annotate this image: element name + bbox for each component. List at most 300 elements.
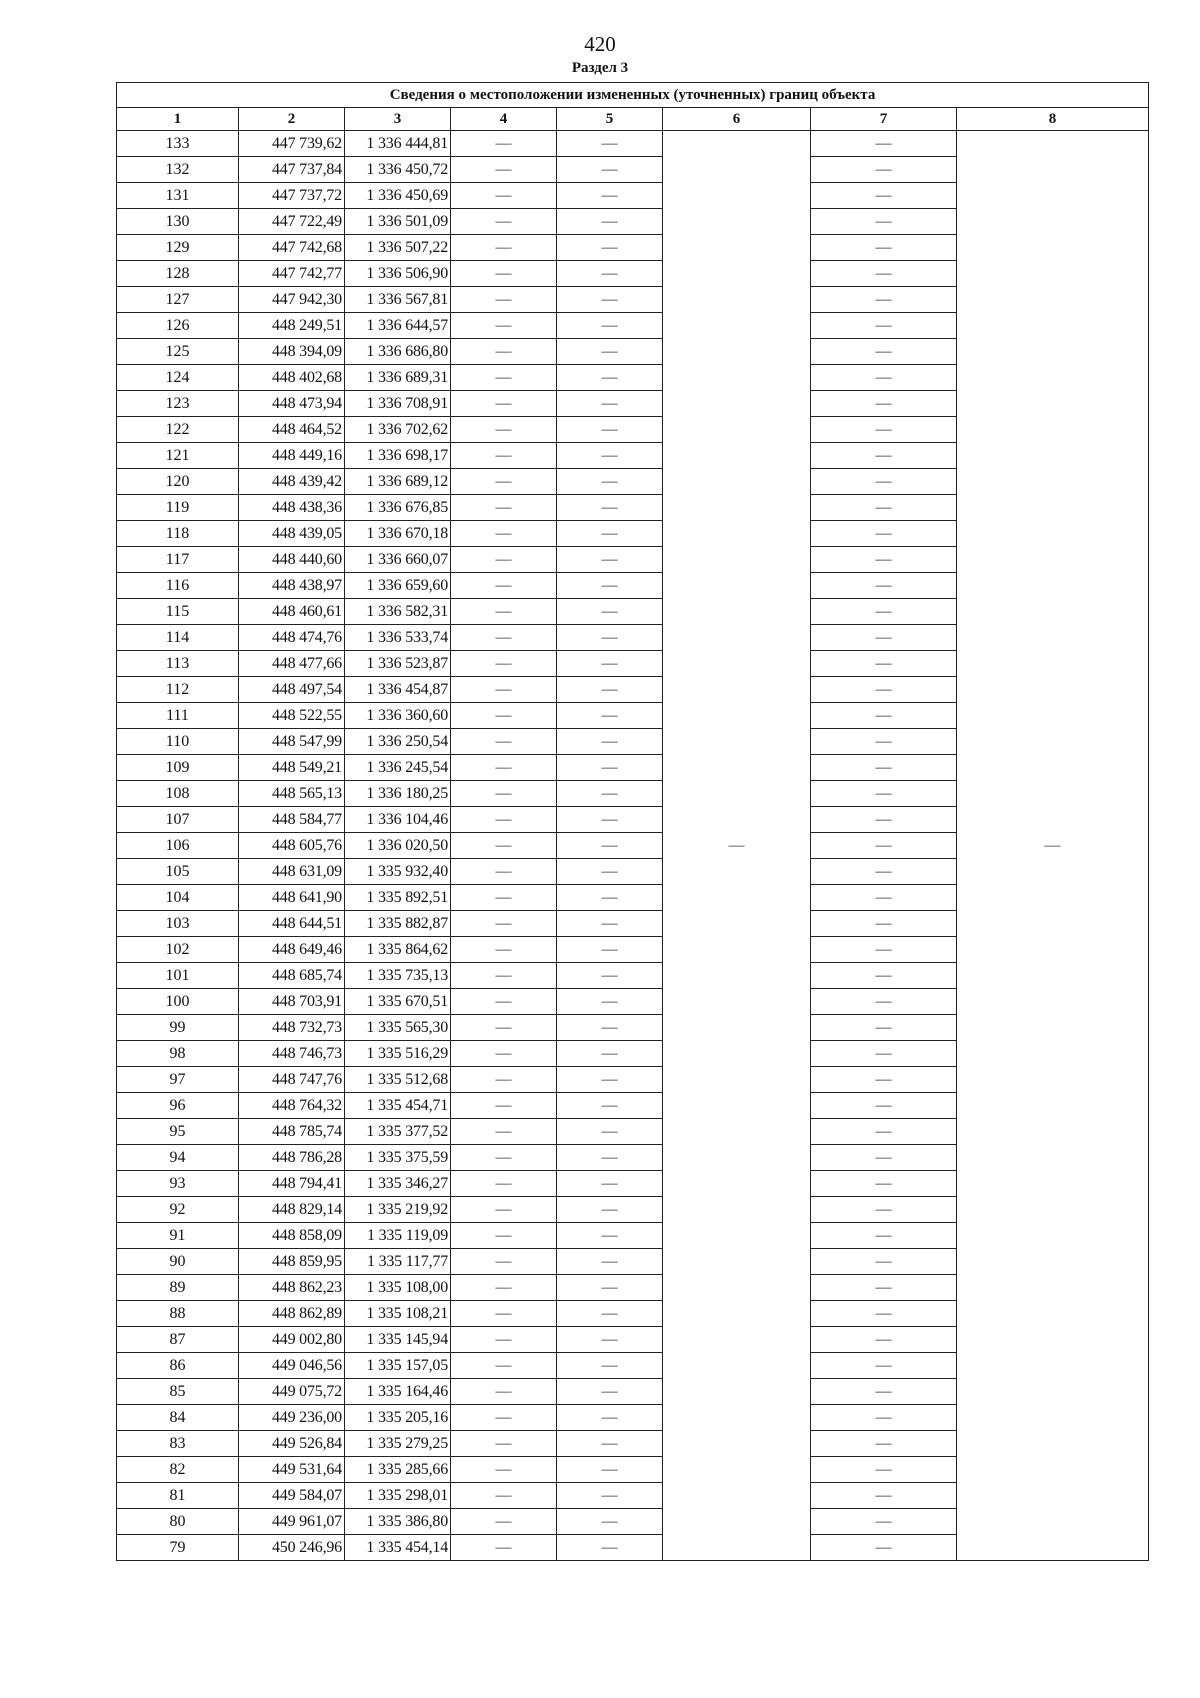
coordinate-y: 1 336 582,31 (345, 599, 451, 625)
col5-value: — (557, 391, 663, 417)
coordinate-y: 1 336 250,54 (345, 729, 451, 755)
column-header: 6 (663, 108, 811, 131)
coordinate-y: 1 335 565,30 (345, 1015, 451, 1041)
col5-value: — (557, 1197, 663, 1223)
point-number: 117 (117, 547, 239, 573)
coordinate-x: 448 732,73 (239, 1015, 345, 1041)
col4-value: — (451, 469, 557, 495)
point-number: 104 (117, 885, 239, 911)
point-number: 120 (117, 469, 239, 495)
column-header: 7 (811, 108, 957, 131)
coordinate-x: 448 549,21 (239, 755, 345, 781)
page-number: 420 (584, 32, 616, 56)
col7-value: — (811, 1535, 957, 1561)
coordinate-x: 449 236,00 (239, 1405, 345, 1431)
coordinate-y: 1 335 205,16 (345, 1405, 451, 1431)
point-number: 109 (117, 755, 239, 781)
coordinate-y: 1 336 444,81 (345, 131, 451, 157)
point-number: 107 (117, 807, 239, 833)
col5-value: — (557, 183, 663, 209)
coordinate-y: 1 335 932,40 (345, 859, 451, 885)
coordinate-x: 448 747,76 (239, 1067, 345, 1093)
col7-value: — (811, 261, 957, 287)
col4-value: — (451, 573, 557, 599)
col5-value: — (557, 573, 663, 599)
col4-value: — (451, 859, 557, 885)
coordinate-y: 1 335 117,77 (345, 1249, 451, 1275)
point-number: 127 (117, 287, 239, 313)
coordinate-x: 448 703,91 (239, 989, 345, 1015)
col5-value: — (557, 313, 663, 339)
column-header: 1 (117, 108, 239, 131)
point-number: 99 (117, 1015, 239, 1041)
coordinate-x: 448 644,51 (239, 911, 345, 937)
coordinate-x: 448 439,42 (239, 469, 345, 495)
coordinate-x: 448 249,51 (239, 313, 345, 339)
coordinate-x: 448 859,95 (239, 1249, 345, 1275)
col5-value: — (557, 1405, 663, 1431)
col5-value: — (557, 781, 663, 807)
col5-value: — (557, 235, 663, 261)
col5-value: — (557, 729, 663, 755)
coordinate-y: 1 335 882,87 (345, 911, 451, 937)
coordinate-x: 448 764,32 (239, 1093, 345, 1119)
point-number: 119 (117, 495, 239, 521)
col5-value: — (557, 833, 663, 859)
col5-value: — (557, 1483, 663, 1509)
col7-value: — (811, 1457, 957, 1483)
col5-value: — (557, 599, 663, 625)
coordinate-x: 448 862,23 (239, 1275, 345, 1301)
col4-value: — (451, 1223, 557, 1249)
coordinate-x: 448 605,76 (239, 833, 345, 859)
coordinate-y: 1 336 523,87 (345, 651, 451, 677)
col7-value: — (811, 1197, 957, 1223)
coordinate-y: 1 335 670,51 (345, 989, 451, 1015)
point-number: 83 (117, 1431, 239, 1457)
point-number: 100 (117, 989, 239, 1015)
coordinate-y: 1 335 108,00 (345, 1275, 451, 1301)
coordinate-y: 1 335 285,66 (345, 1457, 451, 1483)
col7-value: — (811, 417, 957, 443)
col7-value: — (811, 1093, 957, 1119)
col4-value: — (451, 1301, 557, 1327)
col4-value: — (451, 1093, 557, 1119)
point-number: 103 (117, 911, 239, 937)
point-number: 94 (117, 1145, 239, 1171)
table-caption: Сведения о местоположении измененных (уточненных) границ объекта (117, 83, 1149, 108)
col5-value: — (557, 1431, 663, 1457)
col7-value: — (811, 781, 957, 807)
coordinate-x: 448 460,61 (239, 599, 345, 625)
col4-value: — (451, 1327, 557, 1353)
point-number: 114 (117, 625, 239, 651)
coordinate-x: 448 438,36 (239, 495, 345, 521)
col5-value: — (557, 1041, 663, 1067)
col4-value: — (451, 885, 557, 911)
coordinate-y: 1 336 454,87 (345, 677, 451, 703)
col4-value: — (451, 365, 557, 391)
column-header: 3 (345, 108, 451, 131)
point-number: 129 (117, 235, 239, 261)
col7-value: — (811, 573, 957, 599)
coordinate-x: 449 531,64 (239, 1457, 345, 1483)
point-number: 131 (117, 183, 239, 209)
col7-value: — (811, 937, 957, 963)
col7-value: — (811, 1353, 957, 1379)
col7-value: — (811, 157, 957, 183)
coordinate-y: 1 335 119,09 (345, 1223, 451, 1249)
col7-value: — (811, 755, 957, 781)
col7-value: — (811, 729, 957, 755)
coordinate-x: 449 046,56 (239, 1353, 345, 1379)
col7-value: — (811, 339, 957, 365)
coordinates-table (116, 82, 1149, 1561)
col5-value: — (557, 365, 663, 391)
col4-value: — (451, 495, 557, 521)
coordinate-y: 1 336 506,90 (345, 261, 451, 287)
coordinate-x: 448 641,90 (239, 885, 345, 911)
coordinate-x: 448 862,89 (239, 1301, 345, 1327)
col7-value: — (811, 963, 957, 989)
coordinate-x: 449 584,07 (239, 1483, 345, 1509)
coordinate-y: 1 336 104,46 (345, 807, 451, 833)
coordinate-x: 448 497,54 (239, 677, 345, 703)
coordinate-x: 448 394,09 (239, 339, 345, 365)
col7-value: — (811, 599, 957, 625)
point-number: 97 (117, 1067, 239, 1093)
point-number: 111 (117, 703, 239, 729)
col7-value: — (811, 1379, 957, 1405)
col5-value: — (557, 651, 663, 677)
col7-value: — (811, 1171, 957, 1197)
coordinate-y: 1 336 708,91 (345, 391, 451, 417)
col4-value: — (451, 391, 557, 417)
point-number: 123 (117, 391, 239, 417)
col7-value: — (811, 1145, 957, 1171)
col5-value: — (557, 963, 663, 989)
coordinate-y: 1 336 507,22 (345, 235, 451, 261)
col4-value: — (451, 989, 557, 1015)
coordinate-y: 1 336 533,74 (345, 625, 451, 651)
coordinate-y: 1 335 516,29 (345, 1041, 451, 1067)
point-number: 110 (117, 729, 239, 755)
col4-value: — (451, 625, 557, 651)
col5-value: — (557, 1275, 663, 1301)
point-number: 115 (117, 599, 239, 625)
coordinate-y: 1 336 702,62 (345, 417, 451, 443)
point-number: 79 (117, 1535, 239, 1561)
col4-value: — (451, 417, 557, 443)
col4-value: — (451, 209, 557, 235)
col7-value: — (811, 209, 957, 235)
col7-value: — (811, 391, 957, 417)
col5-value: — (557, 1327, 663, 1353)
col7-value: — (811, 365, 957, 391)
coordinate-x: 447 942,30 (239, 287, 345, 313)
col5-value: — (557, 1457, 663, 1483)
point-number: 130 (117, 209, 239, 235)
coordinate-x: 448 829,14 (239, 1197, 345, 1223)
coordinate-y: 1 335 377,52 (345, 1119, 451, 1145)
col4-value: — (451, 339, 557, 365)
col4-value: — (451, 781, 557, 807)
col5-value: — (557, 1353, 663, 1379)
col5-value: — (557, 807, 663, 833)
col4-value: — (451, 755, 557, 781)
col5-value: — (557, 1119, 663, 1145)
col7-value: — (811, 1041, 957, 1067)
col4-value: — (451, 131, 557, 157)
col7-value: — (811, 989, 957, 1015)
col4-value: — (451, 1145, 557, 1171)
col5-value: — (557, 703, 663, 729)
col5-value: — (557, 755, 663, 781)
col7-value: — (811, 911, 957, 937)
column-header: 2 (239, 108, 345, 131)
col4-value: — (451, 1249, 557, 1275)
col7-value: — (811, 1301, 957, 1327)
coordinate-x: 448 440,60 (239, 547, 345, 573)
col5-value: — (557, 625, 663, 651)
col4-value: — (451, 677, 557, 703)
point-number: 133 (117, 131, 239, 157)
col7-value: — (811, 495, 957, 521)
col4-value: — (451, 1275, 557, 1301)
coordinate-y: 1 335 864,62 (345, 937, 451, 963)
col5-value: — (557, 1171, 663, 1197)
point-number: 90 (117, 1249, 239, 1275)
col7-value: — (811, 1119, 957, 1145)
col7-value: — (811, 859, 957, 885)
coordinate-y: 1 336 659,60 (345, 573, 451, 599)
point-number: 96 (117, 1093, 239, 1119)
col5-value: — (557, 1093, 663, 1119)
coordinate-x: 447 737,72 (239, 183, 345, 209)
col4-value: — (451, 521, 557, 547)
col5-value: — (557, 1535, 663, 1561)
point-number: 108 (117, 781, 239, 807)
col7-value: — (811, 625, 957, 651)
col4-value: — (451, 1171, 557, 1197)
point-number: 106 (117, 833, 239, 859)
col4-value: — (451, 1535, 557, 1561)
col5-value: — (557, 1015, 663, 1041)
coordinate-y: 1 336 686,80 (345, 339, 451, 365)
coordinate-x: 448 474,76 (239, 625, 345, 651)
col4-value: — (451, 1067, 557, 1093)
coordinate-y: 1 336 450,69 (345, 183, 451, 209)
coordinate-x: 448 464,52 (239, 417, 345, 443)
col7-value: — (811, 183, 957, 209)
coordinate-x: 448 794,41 (239, 1171, 345, 1197)
col7-value: — (811, 1275, 957, 1301)
coordinate-y: 1 335 375,59 (345, 1145, 451, 1171)
col7-value: — (811, 313, 957, 339)
coordinate-x: 448 785,74 (239, 1119, 345, 1145)
col5-value: — (557, 1223, 663, 1249)
column-header: 4 (451, 108, 557, 131)
col7-value: — (811, 469, 957, 495)
col7-value: — (811, 287, 957, 313)
col5-value: — (557, 443, 663, 469)
col7-value: — (811, 703, 957, 729)
coordinate-y: 1 335 454,71 (345, 1093, 451, 1119)
coordinate-x: 448 649,46 (239, 937, 345, 963)
col7-value: — (811, 1015, 957, 1041)
coordinate-y: 1 335 108,21 (345, 1301, 451, 1327)
point-number: 85 (117, 1379, 239, 1405)
coordinate-y: 1 336 660,07 (345, 547, 451, 573)
col5-value: — (557, 1249, 663, 1275)
coordinate-x: 449 526,84 (239, 1431, 345, 1457)
col5-value: — (557, 1145, 663, 1171)
col4-value: — (451, 1041, 557, 1067)
coordinate-y: 1 336 698,17 (345, 443, 451, 469)
point-number: 84 (117, 1405, 239, 1431)
coordinate-x: 447 742,77 (239, 261, 345, 287)
coordinate-x: 448 746,73 (239, 1041, 345, 1067)
col5-value: — (557, 495, 663, 521)
col7-value: — (811, 651, 957, 677)
col4-value: — (451, 1483, 557, 1509)
col7-value: — (811, 885, 957, 911)
coordinate-y: 1 336 689,31 (345, 365, 451, 391)
coordinate-y: 1 335 298,01 (345, 1483, 451, 1509)
coordinate-x: 448 449,16 (239, 443, 345, 469)
point-number: 113 (117, 651, 239, 677)
col4-value: — (451, 833, 557, 859)
coordinate-x: 448 477,66 (239, 651, 345, 677)
point-number: 125 (117, 339, 239, 365)
col4-value: — (451, 1119, 557, 1145)
point-number: 118 (117, 521, 239, 547)
coordinate-y: 1 335 346,27 (345, 1171, 451, 1197)
coordinate-x: 448 439,05 (239, 521, 345, 547)
col4-value: — (451, 1197, 557, 1223)
col4-value: — (451, 1457, 557, 1483)
col7-value: — (811, 807, 957, 833)
coordinate-y: 1 335 454,14 (345, 1535, 451, 1561)
col7-value: — (811, 1405, 957, 1431)
col4-value: — (451, 1431, 557, 1457)
point-number: 87 (117, 1327, 239, 1353)
col4-value: — (451, 963, 557, 989)
coordinate-x: 450 246,96 (239, 1535, 345, 1561)
point-number: 98 (117, 1041, 239, 1067)
col5-value: — (557, 547, 663, 573)
point-number: 93 (117, 1171, 239, 1197)
col5-value: — (557, 989, 663, 1015)
coordinate-x: 448 786,28 (239, 1145, 345, 1171)
table-body (117, 131, 1149, 1561)
col5-value: — (557, 287, 663, 313)
section-title: Раздел 3 (571, 60, 629, 76)
coordinate-x: 448 565,13 (239, 781, 345, 807)
coordinate-y: 1 336 180,25 (345, 781, 451, 807)
col7-value: — (811, 677, 957, 703)
col4-value: — (451, 261, 557, 287)
coordinate-y: 1 336 360,60 (345, 703, 451, 729)
col5-value: — (557, 859, 663, 885)
col5-value: — (557, 131, 663, 157)
coordinate-y: 1 335 219,92 (345, 1197, 451, 1223)
col4-value: — (451, 183, 557, 209)
coordinate-y: 1 336 450,72 (345, 157, 451, 183)
col7-value: — (811, 547, 957, 573)
point-number: 132 (117, 157, 239, 183)
col4-value: — (451, 937, 557, 963)
coordinate-x: 448 473,94 (239, 391, 345, 417)
coordinate-x: 448 547,99 (239, 729, 345, 755)
col4-value: — (451, 443, 557, 469)
coordinate-y: 1 336 670,18 (345, 521, 451, 547)
col5-value: — (557, 261, 663, 287)
col4-value: — (451, 729, 557, 755)
col4-value: — (451, 547, 557, 573)
col7-value: — (811, 1327, 957, 1353)
coordinate-x: 448 858,09 (239, 1223, 345, 1249)
coordinate-x: 449 961,07 (239, 1509, 345, 1535)
col5-value: — (557, 1067, 663, 1093)
coordinate-y: 1 336 644,57 (345, 313, 451, 339)
coordinate-y: 1 336 020,50 (345, 833, 451, 859)
col4-value: — (451, 911, 557, 937)
coordinate-y: 1 336 501,09 (345, 209, 451, 235)
point-number: 101 (117, 963, 239, 989)
point-number: 124 (117, 365, 239, 391)
col5-value: — (557, 677, 663, 703)
col5-value: — (557, 1301, 663, 1327)
coordinate-y: 1 336 245,54 (345, 755, 451, 781)
point-number: 126 (117, 313, 239, 339)
col7-value: — (811, 443, 957, 469)
point-number: 92 (117, 1197, 239, 1223)
col4-value: — (451, 313, 557, 339)
point-number: 80 (117, 1509, 239, 1535)
coordinate-x: 449 002,80 (239, 1327, 345, 1353)
col5-value: — (557, 157, 663, 183)
point-number: 95 (117, 1119, 239, 1145)
col5-value: — (557, 209, 663, 235)
col4-value: — (451, 703, 557, 729)
col8-value: — (957, 131, 1149, 1561)
coordinate-y: 1 336 676,85 (345, 495, 451, 521)
col4-value: — (451, 1405, 557, 1431)
col6-value: — (663, 131, 811, 1561)
col4-value: — (451, 651, 557, 677)
coordinate-x: 449 075,72 (239, 1379, 345, 1405)
point-number: 116 (117, 573, 239, 599)
col4-value: — (451, 1015, 557, 1041)
col4-value: — (451, 1379, 557, 1405)
coordinate-y: 1 335 145,94 (345, 1327, 451, 1353)
col4-value: — (451, 1509, 557, 1535)
coordinate-x: 447 722,49 (239, 209, 345, 235)
point-number: 112 (117, 677, 239, 703)
coordinate-x: 448 438,97 (239, 573, 345, 599)
col5-value: — (557, 417, 663, 443)
col4-value: — (451, 1353, 557, 1379)
coordinate-y: 1 335 735,13 (345, 963, 451, 989)
col5-value: — (557, 1509, 663, 1535)
point-number: 128 (117, 261, 239, 287)
col5-value: — (557, 937, 663, 963)
col7-value: — (811, 235, 957, 261)
coordinate-x: 448 631,09 (239, 859, 345, 885)
col7-value: — (811, 1249, 957, 1275)
col5-value: — (557, 1379, 663, 1405)
